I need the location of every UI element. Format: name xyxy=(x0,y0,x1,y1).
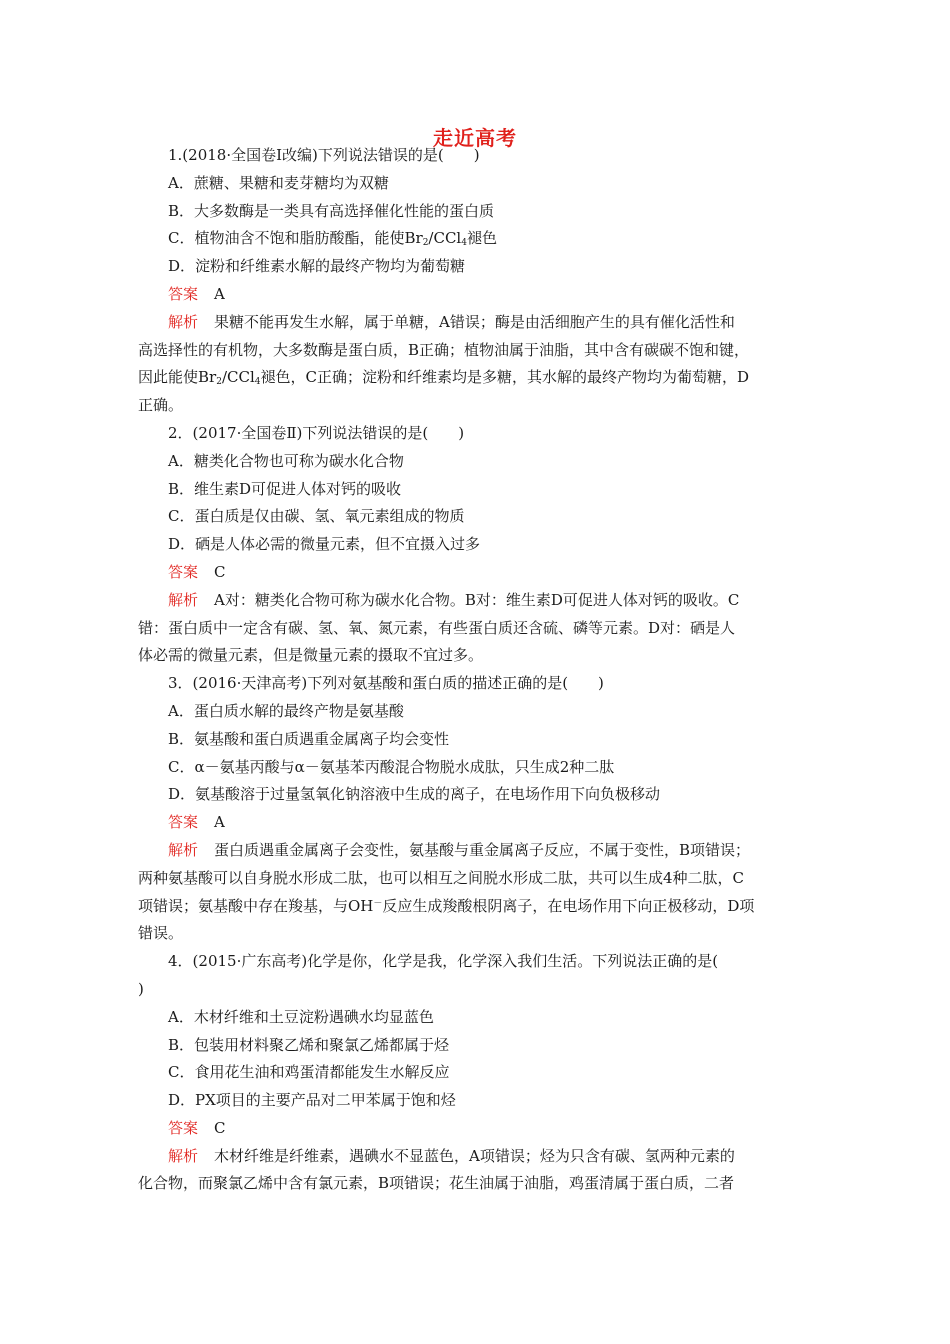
question-4-option-a: A．木材纤维和土豆淀粉遇碘水均显蓝色 xyxy=(168,1007,434,1026)
question-1-analysis-line-4: 正确。 xyxy=(138,396,184,415)
question-1-analysis-line-3 xyxy=(138,364,810,392)
answer-label: 答案 xyxy=(168,813,199,832)
question-3-answer xyxy=(138,809,810,837)
analysis-label: 解析 xyxy=(168,1146,199,1165)
question-3-option-a: A．蛋白质水解的最终产物是氨基酸 xyxy=(168,701,404,720)
text: 木材纤维是纤维素，遇碘水不显蓝色，A项错误；烃为只含有碳、氢两种元素的 xyxy=(214,1146,735,1165)
text: 项错误；氨基酸中存在羧基，与OH xyxy=(138,896,374,915)
subscript: 4 xyxy=(461,238,467,249)
question-2-analysis-line-3: 体必需的微量元素，但是微量元素的摄取不宜过多。 xyxy=(138,646,484,665)
question-1-option-c xyxy=(138,225,810,253)
question-1-option-d: D．淀粉和纤维素水解的最终产物均为葡萄糖 xyxy=(168,257,466,276)
answer-value: C xyxy=(214,562,226,581)
question-3-option-b: B．氨基酸和蛋白质遇重金属离子均会变性 xyxy=(168,729,450,748)
question-4-option-d: D．PX项目的主要产品对二甲苯属于饱和烃 xyxy=(168,1091,456,1110)
text: /CCl xyxy=(221,368,255,387)
analysis-label: 解析 xyxy=(168,840,199,859)
analysis-label: 解析 xyxy=(168,312,199,331)
question-3-analysis-line-1 xyxy=(138,837,810,865)
question-2-option-a: A．糖类化合物也可称为碳水化合物 xyxy=(168,451,404,470)
text: /CCl xyxy=(428,229,462,248)
text: 因此能使Br xyxy=(138,368,217,387)
question-4-stem-continued: ) xyxy=(138,979,144,998)
question-2-option-b: B．维生素D可促进人体对钙的吸收 xyxy=(168,479,402,498)
question-4-option-b: B．包装用材料聚乙烯和聚氯乙烯都属于烃 xyxy=(168,1035,450,1054)
page-title: 走近高考 xyxy=(433,126,517,150)
question-2-analysis-line-2: 错：蛋白质中一定含有碳、氢、氧、氮元素，有些蛋白质还含硫、磷等元素。D对：硒是人 xyxy=(138,618,736,637)
question-3-stem: 3．(2016·天津高考)下列对氨基酸和蛋白质的描述正确的是( ) xyxy=(168,674,604,693)
answer-label: 答案 xyxy=(168,1118,199,1137)
question-2-answer xyxy=(138,559,810,587)
superscript: － xyxy=(373,898,383,909)
text: A对：糖类化合物可称为碳水化合物。B对：维生素D可促进人体对钙的吸收。C xyxy=(214,590,740,609)
answer-label: 答案 xyxy=(168,562,199,581)
subscript: 4 xyxy=(254,377,261,388)
text: 蛋白质遇重金属离子会变性，氨基酸与重金属离子反应，不属于变性，B项错误； xyxy=(214,840,751,859)
question-3-option-d: D．氨基酸溶于过量氢氧化钠溶液中生成的离子，在电场作用下向负极移动 xyxy=(168,785,661,804)
text: 褪色，C正确；淀粉和纤维素均是多糖，其水解的最终产物均为葡萄糖，D xyxy=(260,368,749,387)
analysis-label: 解析 xyxy=(168,590,199,609)
question-4-analysis-line-2: 化合物，而聚氯乙烯中含有氯元素，B项错误；花生油属于油脂，鸡蛋清属于蛋白质，二者 xyxy=(138,1174,735,1193)
question-4-option-c: C．食用花生油和鸡蛋清都能发生水解反应 xyxy=(168,1063,450,1082)
question-1-stem: 1.(2018·全国卷Ⅰ改编)下列说法错误的是( ) xyxy=(168,146,480,164)
question-3-analysis-line-3 xyxy=(138,893,810,921)
question-3-option-c: C．α－氨基丙酸与α－氨基苯丙酸混合物脱水成肽，只生成2种二肽 xyxy=(168,757,615,776)
question-1-analysis-line-2: 高选择性的有机物，大多数酶是蛋白质，B正确；植物油属于油脂，其中含有碳碳不饱和键， xyxy=(138,340,750,359)
question-1-option-a: A．蔗糖、果糖和麦芽糖均为双糖 xyxy=(168,173,389,192)
text: 反应生成羧酸根阴离子，在电场作用下向正极移动，D项 xyxy=(382,896,755,915)
question-2-stem: 2．(2017·全国卷Ⅱ)下列说法错误的是( ) xyxy=(168,423,465,442)
answer-value: A xyxy=(214,813,225,832)
text: 果糖不能再发生水解，属于单糖，A错误；酶是由活细胞产生的具有催化活性和 xyxy=(214,312,735,331)
question-4-answer xyxy=(138,1115,810,1143)
question-4-analysis-line-1 xyxy=(138,1143,810,1171)
question-list xyxy=(138,142,810,1198)
question-1-answer xyxy=(138,281,810,309)
text: 褪色 xyxy=(466,229,497,248)
question-2-analysis-line-1 xyxy=(138,587,810,615)
question-2-option-d: D．硒是人体必需的微量元素，但不宜摄入过多 xyxy=(168,535,481,554)
question-1-analysis-line-1 xyxy=(138,309,810,337)
answer-label: 答案 xyxy=(168,284,199,303)
text: C．植物油含不饱和脂肪酸酯，能使Br xyxy=(168,229,423,248)
question-2-option-c: C．蛋白质是仅由碳、氢、氧元素组成的物质 xyxy=(168,507,465,526)
question-3-analysis-line-2: 两种氨基酸可以自身脱水形成二肽，也可以相互之间脱水形成二肽，共可以生成4种二肽，C xyxy=(138,868,745,887)
subscript: 2 xyxy=(422,238,429,249)
answer-value: C xyxy=(214,1118,226,1137)
answer-value: A xyxy=(214,284,225,303)
subscript: 2 xyxy=(216,377,222,388)
question-3-analysis-line-4: 错误。 xyxy=(138,924,184,943)
question-4-stem: 4．(2015·广东高考)化学是你，化学是我，化学深入我们生活。下列说法正确的是( xyxy=(168,952,719,971)
question-1-option-b: B．大多数酶是一类具有高选择催化性能的蛋白质 xyxy=(168,201,495,220)
